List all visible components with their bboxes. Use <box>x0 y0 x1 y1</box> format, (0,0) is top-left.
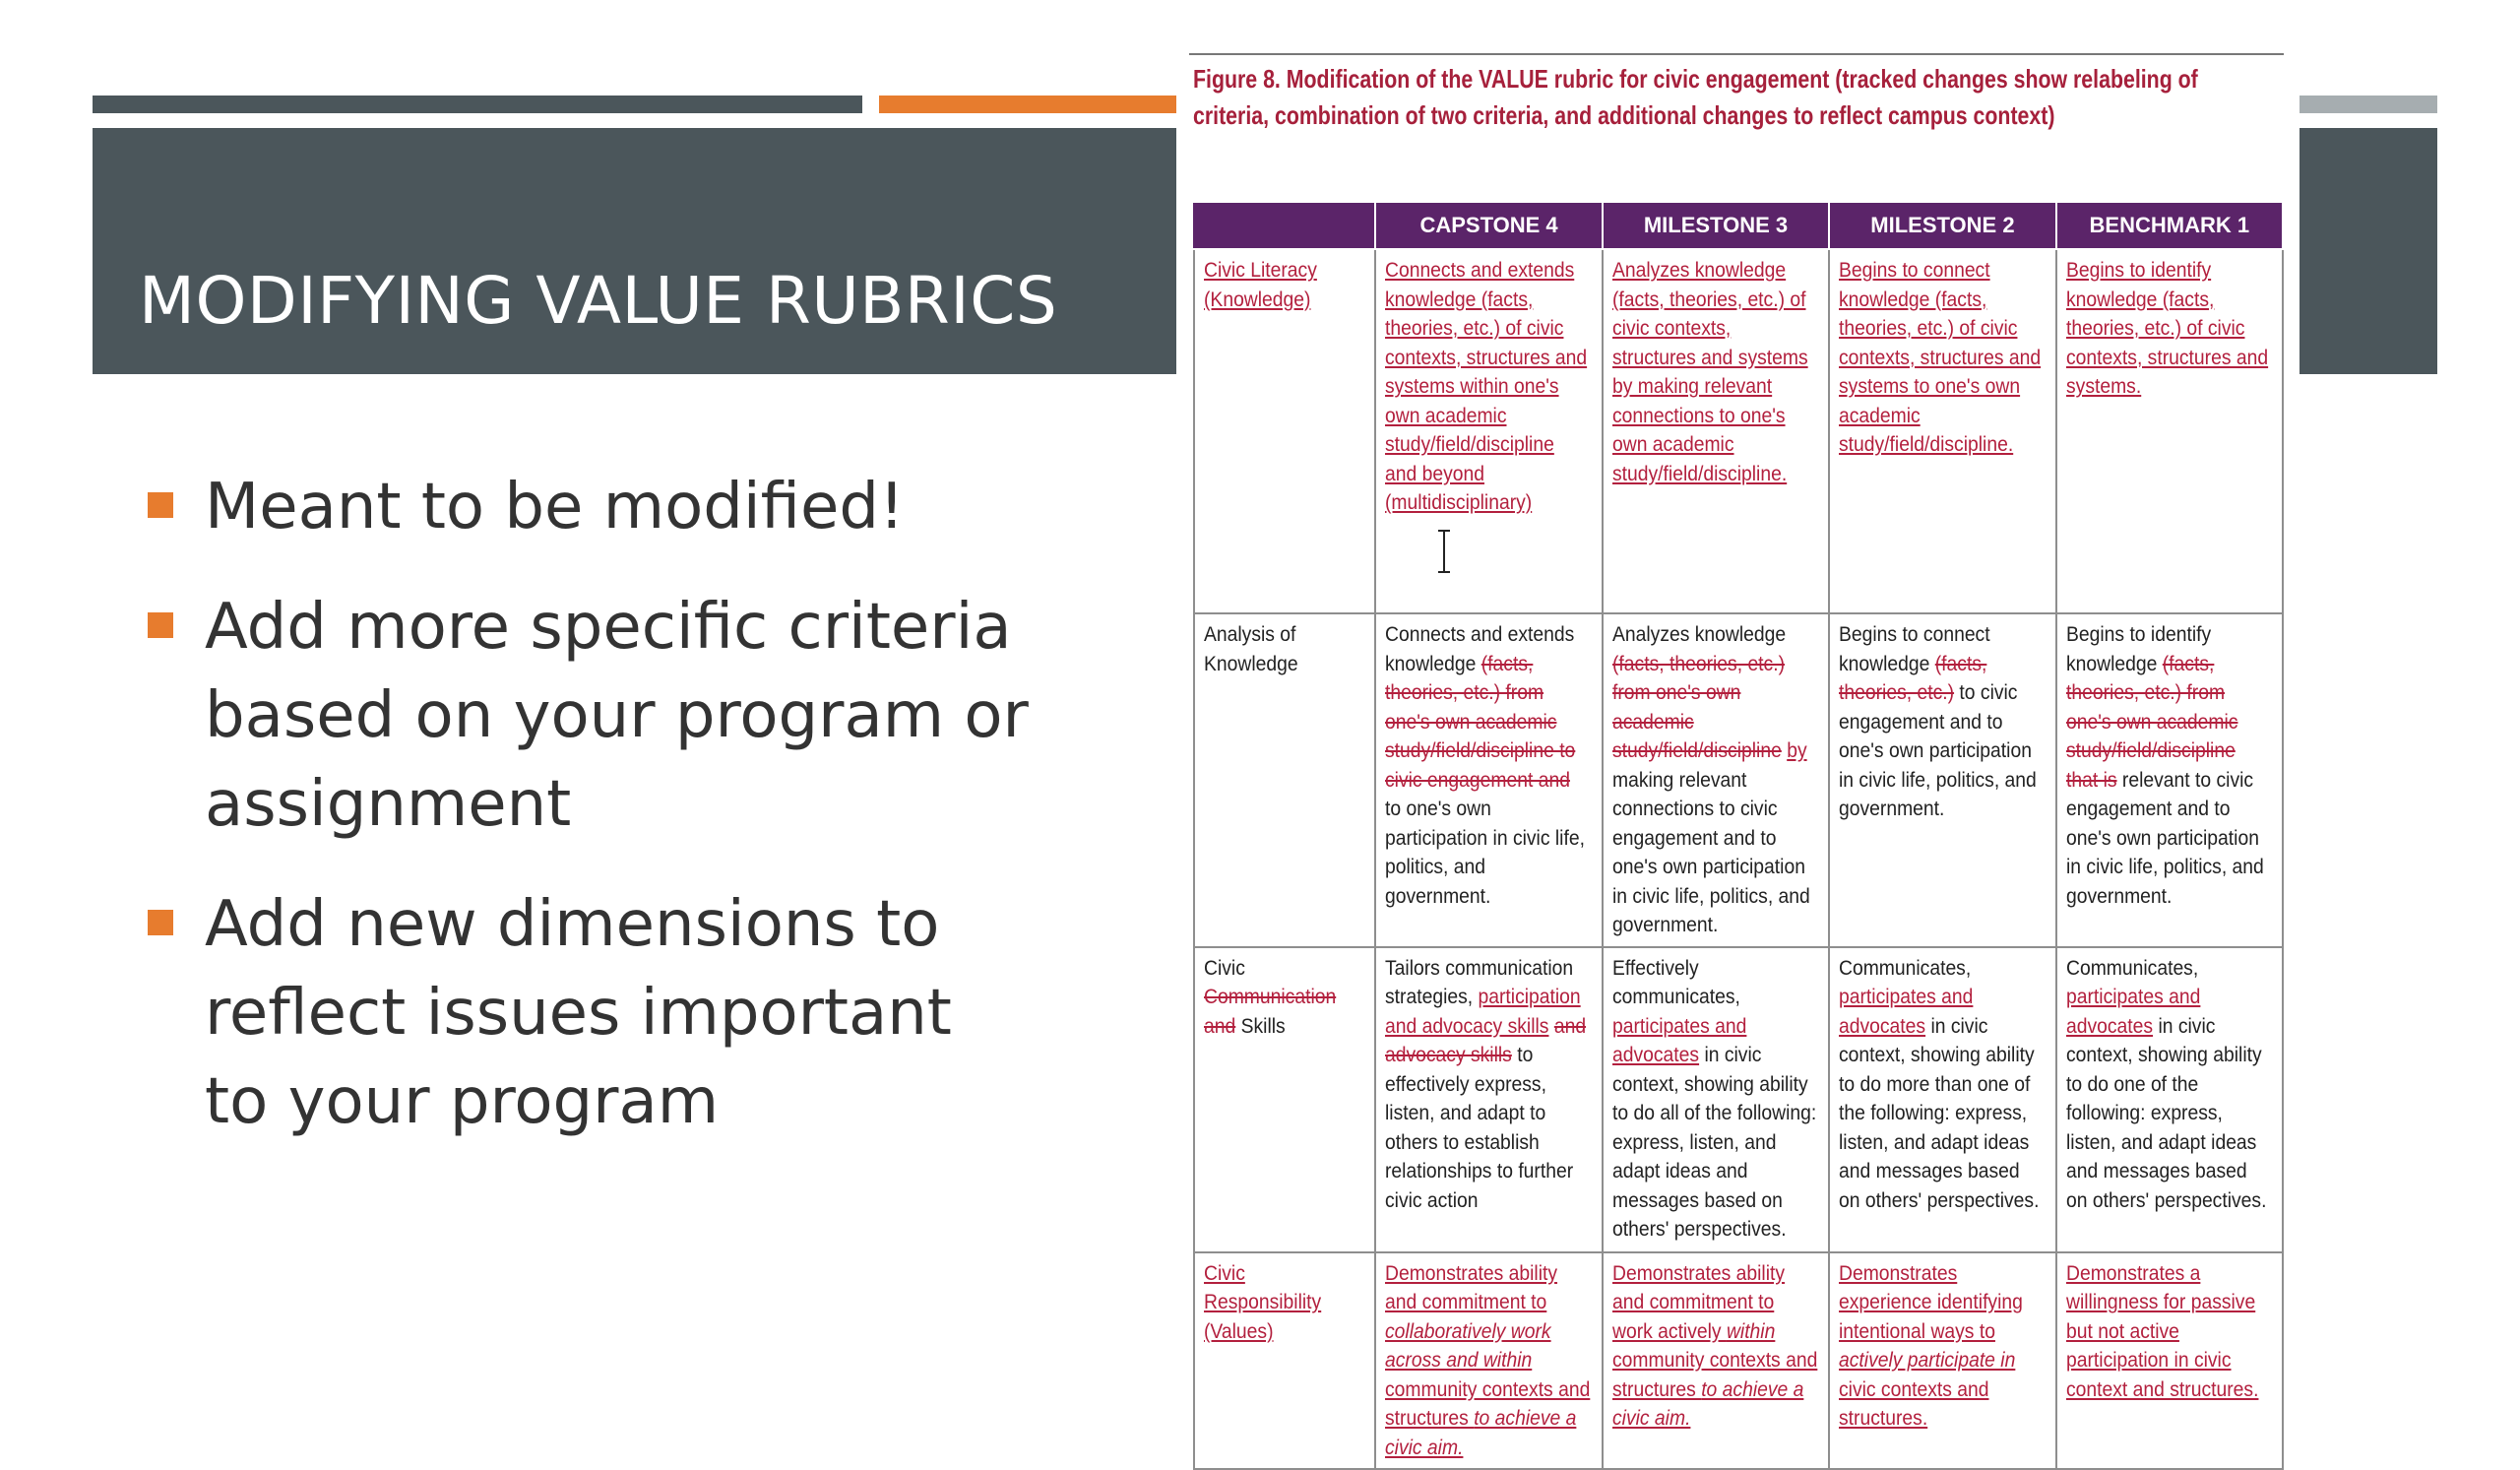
table-cell <box>2056 947 2283 1252</box>
text-cursor-icon <box>1441 530 1447 573</box>
deleted-text: Communication and <box>1204 986 1337 1038</box>
row-label <box>1194 249 1375 613</box>
cell-text: Analysis of Knowledge <box>1204 623 1298 675</box>
slide-title: MODIFYING VALUE RUBRICS <box>139 263 1058 339</box>
row-label <box>1194 613 1375 947</box>
cell-content <box>1204 954 1364 1042</box>
bullet-text: Add new dimensions to reflect issues important to your program <box>205 888 952 1138</box>
table-cell <box>1603 249 1829 613</box>
bullet-text: Meant to be modified! <box>205 471 905 543</box>
inserted-text: Civic Responsibility (Values) <box>1204 1261 1322 1343</box>
cell-content <box>1612 1259 1818 1434</box>
top-accent-bar-dark <box>93 96 862 113</box>
table-cell <box>1603 613 1829 947</box>
bullet-item <box>148 583 1034 849</box>
inserted-text: civic contexts and structures. <box>1839 1377 1989 1430</box>
cell-text: to effectively express, listen, and adapt to others to establish relationships to further civic action <box>1385 1044 1574 1212</box>
top-accent-bar-right <box>2300 96 2437 113</box>
cell-content <box>2066 620 2272 911</box>
cell-content <box>1839 954 2045 1216</box>
table-cell <box>2056 1252 2283 1470</box>
inserted-text: participates and advocates <box>2065 986 2201 1038</box>
bullet-item <box>148 463 1034 551</box>
cell-text: Skills <box>1235 1014 1286 1038</box>
deleted-text: (facts, theories, etc.) from one's own academic study/field/discipline to civic engagement and <box>1385 652 1576 792</box>
table-row <box>1194 613 2283 947</box>
inserted-text: actively participate in <box>1839 1349 2016 1372</box>
square-bullet-icon <box>148 910 173 935</box>
inserted-text: Connects and extends knowledge (facts, theories, etc.) of civic contexts, structures and systems within one's own academic study/field/discipline and beyond (multidisciplinary) <box>1385 259 1588 514</box>
inserted-text: to achieve a civic aim. <box>1611 1377 1804 1430</box>
inserted-text: participation and advocacy skills <box>1385 986 1582 1038</box>
header-milestone-2: MILESTONE 2 <box>1829 202 2055 249</box>
inserted-text: Demonstrates ability and commitment to work actively <box>1611 1261 1785 1343</box>
deleted-text: (facts, theories, etc.) <box>1839 652 1987 704</box>
inserted-text: Demonstrates experience identifying intentional ways to <box>1839 1261 2024 1343</box>
cell-text: Communicates, <box>1839 956 1972 980</box>
cell-content <box>1612 954 1818 1245</box>
inserted-text: participates and advocates <box>1839 986 1974 1038</box>
square-bullet-icon <box>148 612 173 638</box>
cell-content <box>1385 256 1591 518</box>
rubric-body <box>1194 249 2283 1469</box>
cell-content <box>2066 954 2272 1216</box>
inserted-text: Demonstrates ability and commitment to <box>1385 1261 1558 1313</box>
cell-text: in civic context, showing ability to do one of the following: express, listen, and adapt ideas and messages based on others' perspectives. <box>2065 1014 2267 1212</box>
inserted-text: by <box>1786 739 1807 762</box>
cell-text: to civic engagement and to one's own participation in civic life, politics, and government. <box>1839 681 2038 820</box>
row-label <box>1194 947 1375 1252</box>
inserted-text: Demonstrates a willingness for passive but not active participation in civic context and structures. <box>2065 1261 2259 1401</box>
table-cell <box>1829 613 2055 947</box>
square-bullet-icon <box>148 492 173 518</box>
cell-text: Analyzes knowledge <box>1611 623 1786 646</box>
bullet-item <box>148 880 1034 1146</box>
cell-text <box>1782 739 1787 762</box>
cell-content <box>1839 1259 2045 1434</box>
inserted-text: collaboratively work across and within <box>1385 1319 1552 1372</box>
inserted-text: to achieve a civic aim. <box>1385 1407 1577 1459</box>
cell-text: Civic <box>1204 956 1245 980</box>
header-milestone-3: MILESTONE 3 <box>1603 202 1829 249</box>
table-cell <box>1829 1252 2055 1470</box>
table-cell <box>1375 1252 1602 1470</box>
cell-content <box>1204 1259 1364 1347</box>
cell-text: Communicates, <box>2065 956 2198 980</box>
inserted-text: community contexts and structures <box>1385 1377 1591 1430</box>
cell-content <box>1839 256 2045 460</box>
cell-content <box>2066 256 2272 402</box>
table-row <box>1194 1252 2283 1470</box>
bullet-list <box>148 463 1034 1178</box>
table-cell <box>2056 249 2283 613</box>
title-banner-right <box>2300 128 2437 374</box>
cell-content <box>1385 1259 1591 1463</box>
rubric-header-row <box>1194 202 2283 249</box>
cell-content <box>1385 620 1591 911</box>
header-capstone-4: CAPSTONE 4 <box>1375 202 1602 249</box>
table-cell <box>1603 947 1829 1252</box>
cell-text: relevant to civic engagement and to one's own participation in civic life, politics, and government. <box>2065 768 2264 908</box>
rubric-figure <box>1189 51 2284 1459</box>
cell-content <box>2066 1259 2272 1405</box>
inserted-text: Analyzes knowledge (facts, theories, etc.) of civic contexts, structures and systems by making relevant connections to one's own academic study/field/discipline. <box>1611 259 1808 485</box>
inserted-text: Civic Literacy (Knowledge) <box>1204 259 1317 311</box>
cell-text: in civic context, showing ability to do all of the following: express, listen, and adapt ideas and messages based on others' perspectives. <box>1611 1044 1817 1241</box>
inserted-text: within <box>1726 1319 1776 1343</box>
inserted-text: Begins to identify knowledge (facts, theories, etc.) of civic contexts, structures and systems. <box>2065 259 2268 398</box>
inserted-text: community contexts and structures <box>1611 1349 1818 1401</box>
table-cell <box>1603 1252 1829 1470</box>
table-cell <box>1375 249 1602 613</box>
cell-content <box>1612 620 1818 940</box>
table-cell <box>1375 613 1602 947</box>
top-accent-bar-orange <box>879 96 1176 113</box>
rubric-table <box>1193 201 2284 1470</box>
row-label <box>1194 1252 1375 1470</box>
header-corner <box>1194 202 1375 249</box>
table-row <box>1194 249 2283 613</box>
table-cell <box>2056 613 2283 947</box>
table-cell <box>1829 947 2055 1252</box>
table-cell <box>1375 947 1602 1252</box>
cell-text: in civic context, showing ability to do more than one of the following: express, listen, and adapt ideas and messages based on others' perspectives. <box>1839 1014 2040 1212</box>
table-cell <box>1829 249 2055 613</box>
inserted-text: participates and advocates <box>1611 1014 1747 1066</box>
deleted-text: (facts, theories, etc.) from one's own academic study/field/discipline <box>1611 652 1785 762</box>
inserted-text: Begins to connect knowledge (facts, theories, etc.) of civic contexts, structures and systems to one's own academic study/field/discipline. <box>1839 259 2042 456</box>
cell-text: Tailors communication strategies, <box>1385 956 1574 1008</box>
cell-text: making relevant connections to civic engagement and to one's own participation in civic life, politics, and government. <box>1611 768 1810 936</box>
figure-divider <box>1189 53 2284 55</box>
cell-text: Effectively communicates, <box>1611 956 1740 1008</box>
cell-content <box>1385 954 1591 1216</box>
cell-text: Begins to connect knowledge <box>1839 623 1990 675</box>
cell-content <box>1839 620 2045 824</box>
table-row <box>1194 947 2283 1252</box>
cell-text: Connects and extends knowledge <box>1385 623 1575 675</box>
cell-content <box>1612 256 1818 488</box>
cell-text: Begins to identify knowledge <box>2065 623 2211 675</box>
figure-caption: Figure 8. Modification of the VALUE rubric for civic engagement (tracked changes show relabeling of criteria, combination of two criteria, and additional changes to reflect campus context) <box>1193 64 2198 130</box>
cell-content <box>1204 256 1364 314</box>
header-benchmark-1: BENCHMARK 1 <box>2056 202 2283 249</box>
cell-content <box>1204 620 1364 678</box>
cell-text: to one's own participation in civic life, politics, and government. <box>1385 798 1586 908</box>
deleted-text: and advocacy skills <box>1385 1014 1587 1066</box>
bullet-text: Add more specific criteria based on your program or assignment <box>205 591 1029 841</box>
deleted-text: (facts, theories, etc.) from one's own academic study/field/discipline that is <box>2065 652 2238 792</box>
